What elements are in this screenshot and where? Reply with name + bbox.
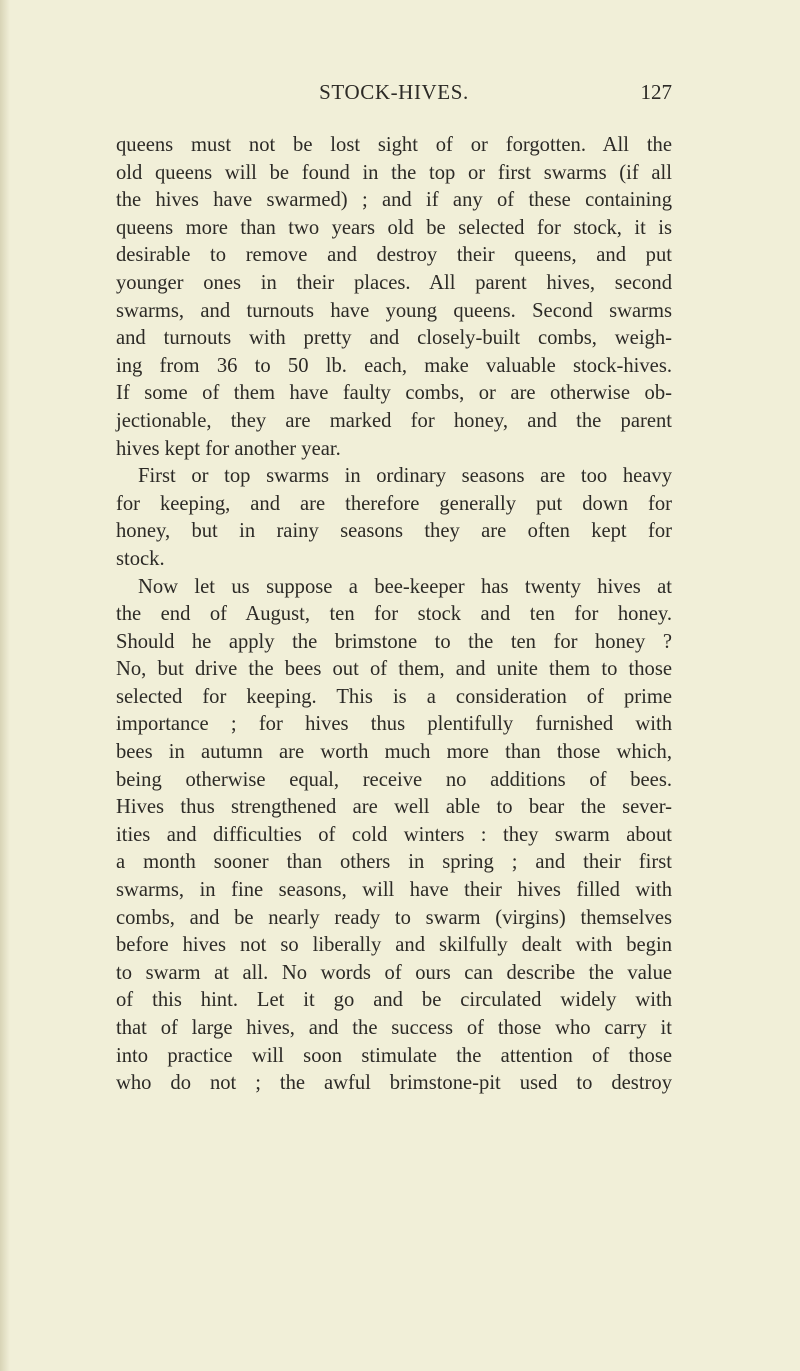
text-line: honey, but in rainy seasons they are often kept for <box>116 520 672 543</box>
text-line: into practice will soon stimulate the attention of those <box>116 1044 672 1067</box>
text-line: desirable to remove and destroy their queens, and put <box>116 244 672 267</box>
text-line: Hives thus strengthened are well able to bear the sever- <box>116 796 672 819</box>
text-line: selected for keeping. This is a consideration of prime <box>116 685 672 708</box>
text-line: ities and difficulties of cold winters : they swarm about <box>116 823 672 846</box>
text-line: being otherwise equal, receive no additions of bees. <box>116 768 672 791</box>
running-head: STOCK-HIVES. <box>319 80 469 104</box>
text-line: the hives have swarmed) ; and if any of these containing <box>116 189 672 212</box>
paragraph-end-line: stock. <box>116 547 165 570</box>
page-number: 127 <box>640 80 672 104</box>
text-line: younger ones in their places. All parent hives, second <box>116 271 672 294</box>
text-line: a month sooner than others in spring ; and their first <box>116 851 672 874</box>
page-edge-shadow <box>0 0 10 1371</box>
paragraph-end-line: hives kept for another year. <box>116 437 341 460</box>
text-line: of this hint. Let it go and be circulated widely with <box>116 989 672 1012</box>
paragraph-start-line: First or top swarms in ordinary seasons are too heavy <box>138 465 672 488</box>
text-line: the end of August, ten for stock and ten for honey. <box>116 603 672 626</box>
text-line: and turnouts with pretty and closely-built combs, weigh- <box>116 327 672 350</box>
text-line: before hives not so liberally and skilfully dealt with begin <box>116 934 672 957</box>
text-line: No, but drive the bees out of them, and unite them to those <box>116 658 672 681</box>
text-line: importance ; for hives thus plentifully furnished with <box>116 713 672 736</box>
text-line: old queens will be found in the top or first swarms (if all <box>116 161 672 184</box>
paragraph-start-line: Now let us suppose a bee-keeper has twenty hives at <box>138 575 672 598</box>
text-line: queens must not be lost sight of or forgotten. All the <box>116 134 672 156</box>
text-line: swarms, and turnouts have young queens. Second swarms <box>116 299 672 322</box>
text-line: Should he apply the brimstone to the ten for honey ? <box>116 630 672 653</box>
text-line: that of large hives, and the success of those who carry it <box>116 1017 672 1039</box>
text-line: who do not ; the awful brimstone-pit used to destroy <box>116 1072 672 1095</box>
body-text <box>116 132 672 1098</box>
text-line: queens more than two years old be selected for stock, it is <box>116 216 672 239</box>
text-line: for keeping, and are therefore generally put down for <box>116 492 672 515</box>
text-line: to swarm at all. No words of ours can describe the value <box>116 961 672 984</box>
text-line: ing from 36 to 50 lb. each, make valuable stock-hives. <box>116 354 672 377</box>
text-line: If some of them have faulty combs, or are otherwise ob- <box>116 382 672 405</box>
text-line: swarms, in fine seasons, will have their hives filled with <box>116 879 672 902</box>
text-line: combs, and be nearly ready to swarm (virgins) themselves <box>116 906 672 929</box>
text-line: jectionable, they are marked for honey, and the parent <box>116 409 672 432</box>
page-header <box>116 78 672 110</box>
text-line: bees in autumn are worth much more than those which, <box>116 741 672 764</box>
